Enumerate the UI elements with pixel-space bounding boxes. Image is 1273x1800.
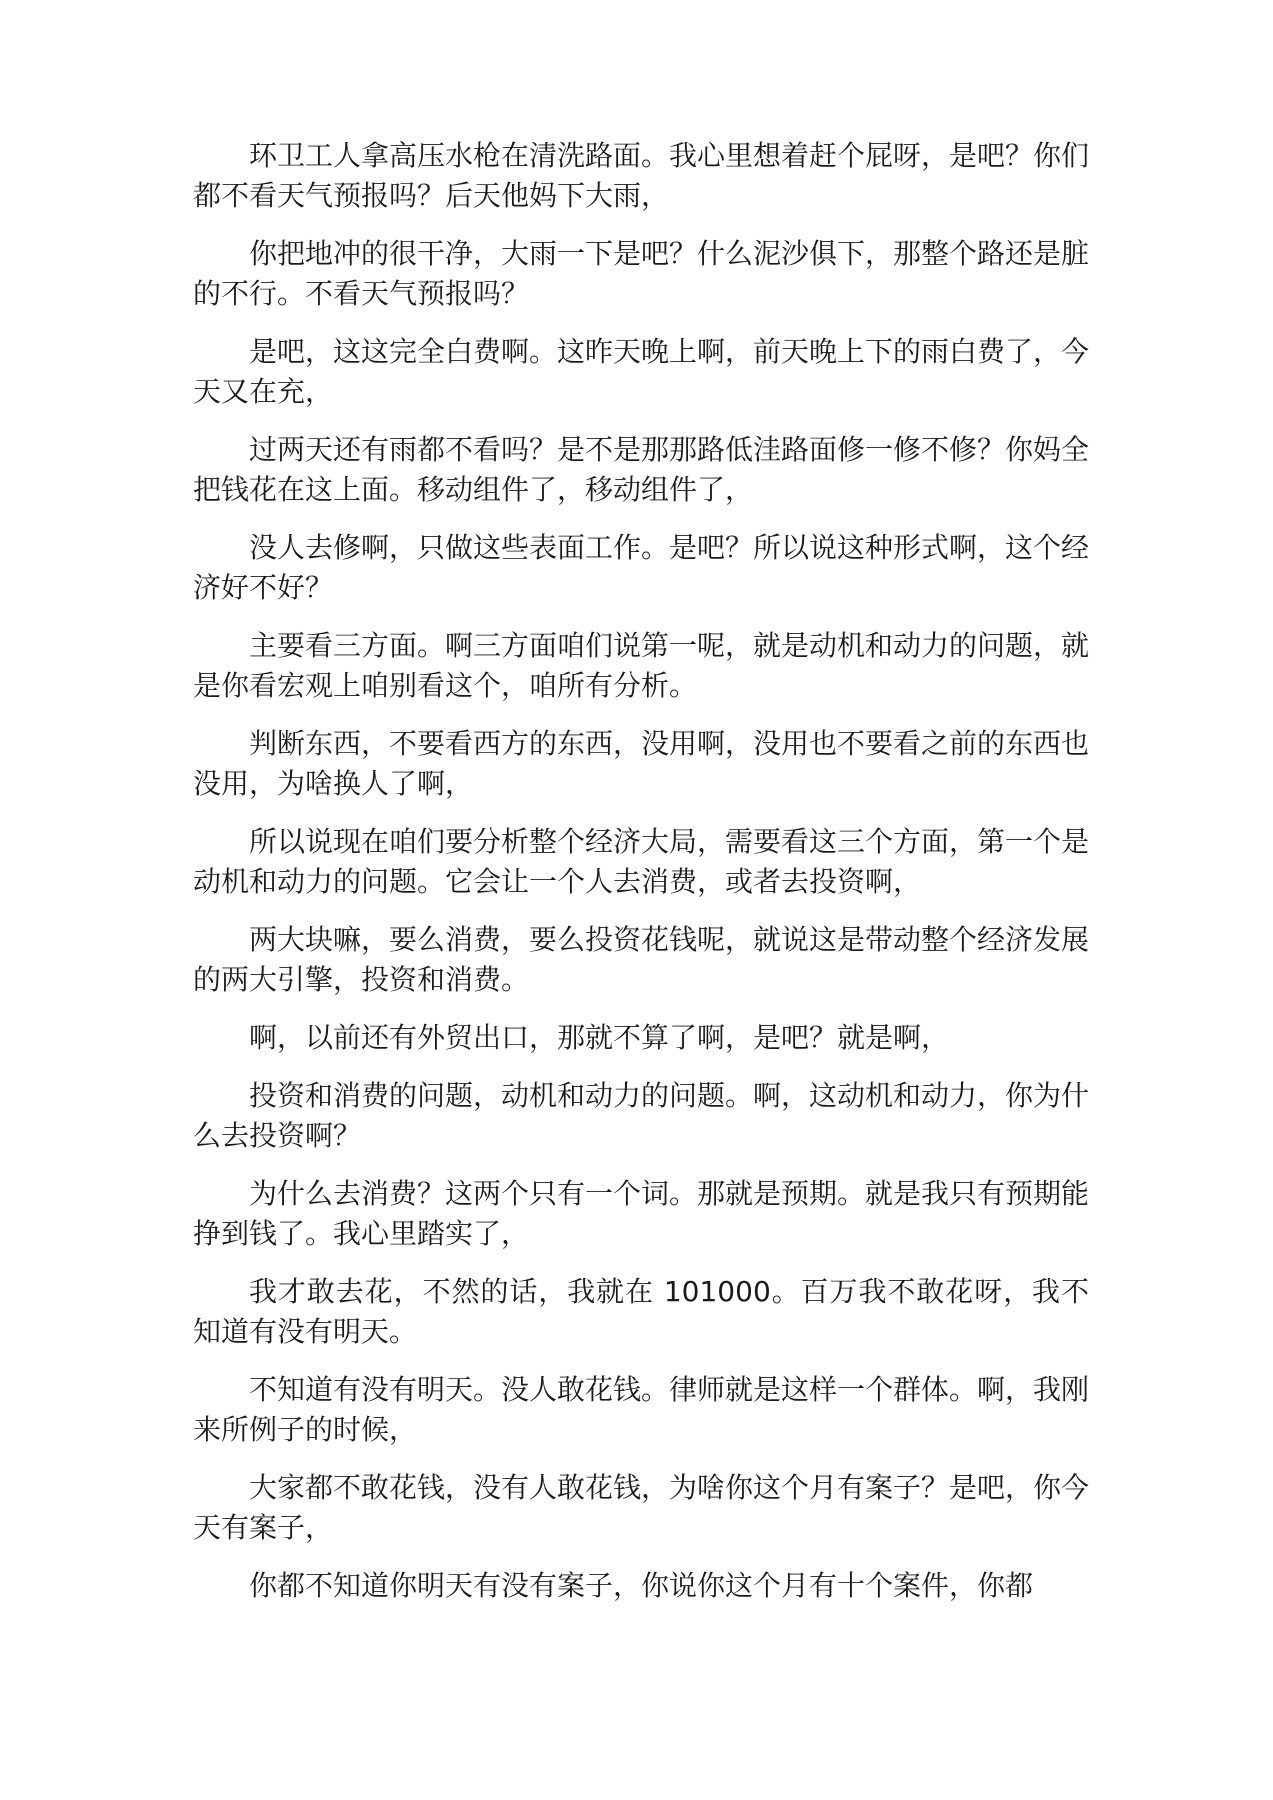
- paragraph-11: 投资和消费的问题，动机和动力的问题。啊，这动机和动力，你为什么去投资啊？: [193, 1079, 1090, 1152]
- paragraph-15: 大家都不敢花钱，没有人敢花钱，为啥你这个月有案子？是吧，你今天有案子，: [193, 1471, 1090, 1544]
- paragraph-8: 所以说现在咱们要分析整个经济大局，需要看这三个方面，第一个是动机和动力的问题。它会让一个人去消费，或者去投资啊，: [193, 825, 1090, 898]
- paragraph-9: 两大块嘛，要么消费，要么投资花钱呢，就说这是带动整个经济发展的两大引擎，投资和消费。: [193, 923, 1090, 996]
- paragraph-3: 是吧，这这完全白费啊。这昨天晚上啊，前天晚上下的雨白费了，今天又在充，: [193, 335, 1090, 408]
- paragraph-16: 你都不知道你明天有没有案子，你说你这个月有十个案件，你都: [249, 1569, 1034, 1602]
- paragraph-5: 没人去修啊，只做这些表面工作。是吧？所以说这种形式啊，这个经济好不好？: [193, 531, 1090, 604]
- paragraph-13: 我才敢去花，不然的话，我就在 101000。百万我不敢花呀，我不知道有没有明天。: [193, 1275, 1089, 1348]
- paragraph-4: 过两天还有雨都不看吗？是不是那那路低洼路面修一修不修？你妈全把钱花在这上面。移动组件了，移动组件了，: [193, 433, 1090, 506]
- paragraph-6: 主要看三方面。啊三方面咱们说第一呢，就是动机和动力的问题，就是你看宏观上咱别看这个，咱所有分析。: [193, 629, 1090, 702]
- paragraph-12: 为什么去消费？这两个只有一个词。那就是预期。就是我只有预期能挣到钱了。我心里踏实了，: [193, 1177, 1090, 1250]
- paragraph-14: 不知道有没有明天。没人敢花钱。律师就是这样一个群体。啊，我刚来所例子的时候，: [193, 1373, 1090, 1446]
- paragraph-10: 啊，以前还有外贸出口，那就不算了啊，是吧？就是啊，: [249, 1021, 950, 1054]
- paragraph-2: 你把地冲的很干净，大雨一下是吧？什么泥沙俱下，那整个路还是脏的不行。不看天气预报吗？: [193, 237, 1090, 310]
- paragraph-1: 环卫工人拿高压水枪在清洗路面。我心里想着赶个屁呀，是吧？你们都不看天气预报吗？后天他妈下大雨，: [193, 139, 1090, 212]
- document-page: [193, 136, 1089, 1624]
- paragraph-7: 判断东西，不要看西方的东西，没用啊，没用也不要看之前的东西也没用，为啥换人了啊，: [193, 727, 1090, 800]
